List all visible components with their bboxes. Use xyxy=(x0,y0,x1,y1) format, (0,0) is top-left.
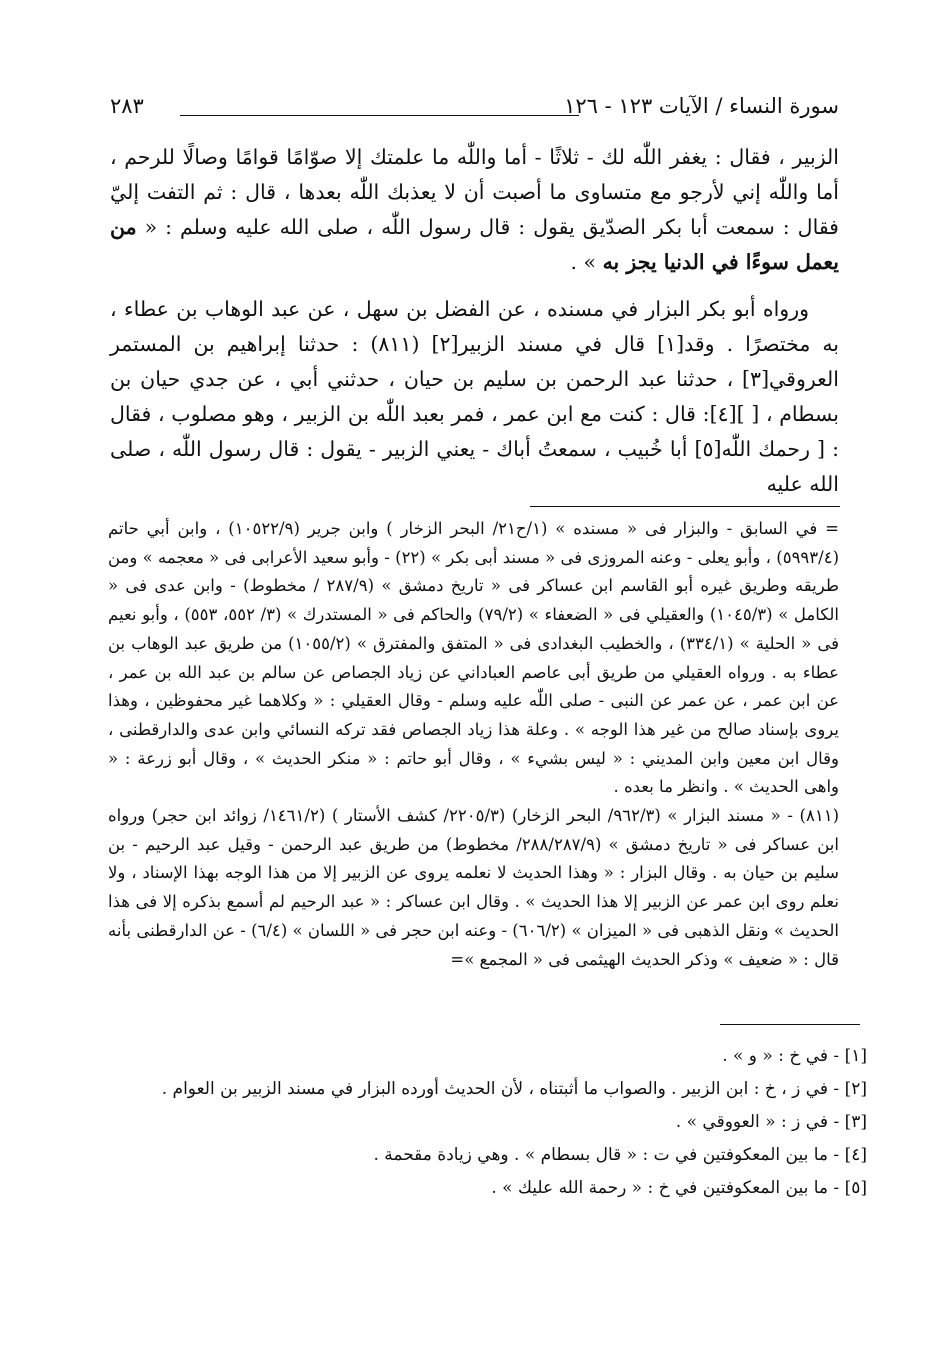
main-text xyxy=(110,140,839,514)
editor-notes xyxy=(161,1040,867,1205)
footnote-continued: = في السابق - والبزار فى « مسنده » (١/ح٢١/ البحر الزخار ) وابن جرير (١٠٥٢٢/٩) ، وابن أبي حاتم (٥٩٩٣/٤) ، وأبو يعلى - وعنه المروزى فى « مسند أبى بكر » (٢٢) - وأبو سعيد الأعرابى فى « معجمه » ومن طريقه وطريق غيره أبو القاسم ابن عساكر فى « تاريخ دمشق » (٢٨٧/٩ / مخطوط) - وابن عدى فى « الكامل » (١٠٤٥/٣) والعقيلي فى « الضعفاء » (٧٩/٢) والحاكم فى « المستدرك » (٣/ ٥٥٢، ٥٥٣) ، وأبو نعيم فى « الحلية » (٣٣٤/١) ، والخطيب البغدادى فى « المتفق والمفترق » (١٠٥٥/٢) من طريق عبد الوهاب بن عطاء به . ورواه العقيلي من طريق أبى عاصم العباداني عن زياد الجصاص عن سالم بن عبد الله بن عمر ، عن ابن عمر ، عن عمر عن النبى - صلى اللّٰه عليه وسلم - وقال العقيلي : « وكلاهما غير محفوظين ، وهذا يروى بإسناد صالح من غير هذا الوجه » . وعلة هذا زياد الجصاص فقد تركه النسائي وابن عدى والدارقطنى ، وقال ابن معين وابن المديني : « ليس بشيء » ، وقال أبو حاتم : « منكر الحديث » ، وقال أبو زرعة : « واهى الحديث » . وانظر ما بعده . xyxy=(108,519,840,797)
editor-note-2: [٢] - في ز ، خ : ابن الزبير . والصواب ما أثبتناه ، لأن الحديث أورده البزار في مسند الزبير بن العوام . xyxy=(161,1079,867,1099)
editor-notes-rule xyxy=(720,1024,860,1025)
editor-note-4: [٤] - ما بين المعكوفتين في ت : « قال بسطام » . وهي زيادة مقحمة . xyxy=(373,1145,867,1165)
paragraph-one-end: » . xyxy=(570,250,597,274)
paragraph-two: ورواه أبو بكر البزار في مسنده ، عن الفضل بن سهل ، عن عبد الوهاب بن عطاء ، به مختصرًا . وقد[١] قال في مسند الزبير[٢] (٨١١) : حدثنا إبراهيم بن المستمر العروقي[٣] ، حدثنا عبد الرحمن بن سليم بن حيان ، حدثني أبي ، عن جدي حيان بن بسطام ، [ ][٤]: قال : كنت مع ابن عمر ، فمر بعبد اللّٰه بن الزبير ، وهو مصلوب ، فقال : [ رحمك اللّٰه[٥] أبا خُبيب ، سمعتُ أباك - يعني الزبير - يقول : قال رسول اللّٰه ، صلى الله عليه xyxy=(110,297,840,496)
editor-note-3: [٣] - في ز : « العووقي » . xyxy=(675,1112,867,1132)
footnote-rule xyxy=(530,506,840,507)
header-rule xyxy=(180,115,579,116)
footnote-811: (٨١١) - « مسند البزار » (٩٦٢/٣/ البحر الزخار) (٢٢٠٥/٣/ كشف الأستار ) (١٤٦١/٢/ زوائد ابن حجر) ورواه ابن عساكر فى « تاريخ دمشق » (٢٨٨/٢٨٧/٩/ مخطوط) من طريق عبد الرحمن - وقيل عبد الرحيم - بن سليم بن حيان به . وقال البزار : « وهذا الحديث لا نعلمه يروى عن الزبير إلا من هذا الوجه بهذا الإسناد ، ولا نعلم روى ابن عمر عن الزبير إلا هذا الحديث » . وقال ابن عساكر : « عبد الرحيم لم أسمع بذكره إلا فى هذا الحديث » ونقل الذهبى فى « الميزان » (٦٠٦/٢) - وعنه ابن حجر فى « اللسان » (٦/٤) - عن الدارقطنى بأنه قال : « ضعيف » وذكر الحديث الهيثمى فى « المجمع »= xyxy=(108,806,839,969)
running-title: سورة النساء / الآيات ١٢٣ - ١٢٦ xyxy=(564,94,839,118)
page-number: ٢٨٣ xyxy=(110,94,144,118)
hadith-quote: من يعمل سوءًا في الدنيا يجز به xyxy=(110,215,839,274)
editor-note-5: [٥] - ما بين المعكوفتين في خ : « رحمة الله عليك » . xyxy=(491,1178,867,1198)
footnotes xyxy=(108,515,839,974)
page-header xyxy=(110,94,839,128)
editor-note-1: [١] - في خ : « و » . xyxy=(722,1046,867,1066)
paragraph-one xyxy=(110,140,839,280)
paragraph-one-text: الزبير ، فقال : يغفر اللّٰه لك - ثلاثًا - أما واللّٰه ما علمتك إلا صوّامًا قوامًا وصالًا للرحم ، أما واللّٰه إني لأرجو مع متساوى ما أصبت أن لا يعذبك اللّٰه بعدها ، قال : ثم التفت إليّ فقال : سمعت أبا بكر الصدّيق يقول : قال رسول اللّٰه ، صلى الله عليه وسلم : « xyxy=(110,145,839,239)
